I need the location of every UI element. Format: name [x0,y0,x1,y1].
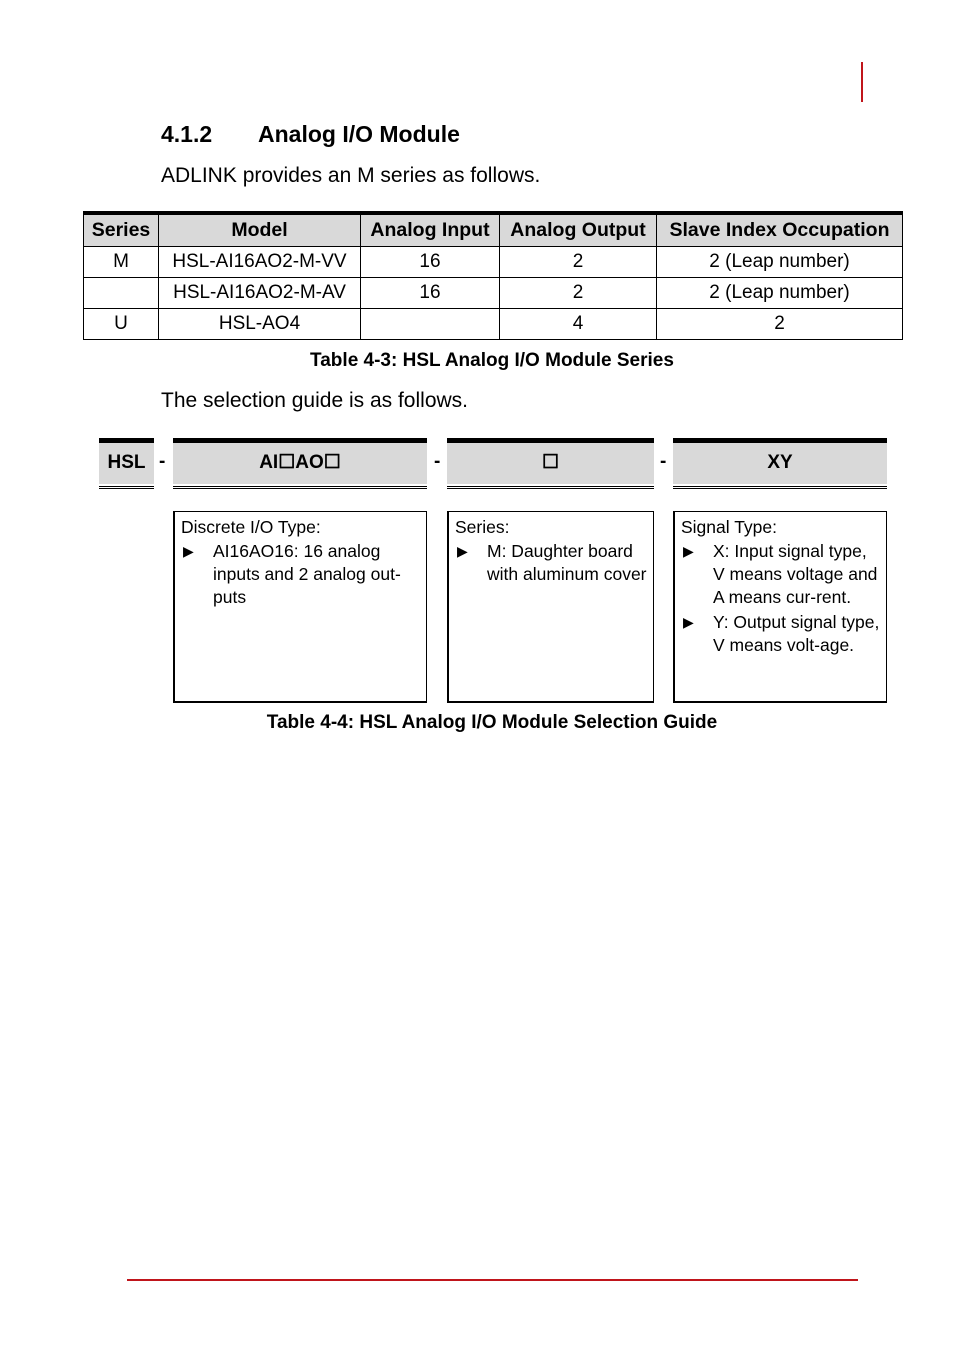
separator-dash: - [434,451,441,472]
guide-paragraph: The selection guide is as follows. [161,389,468,412]
desc-title: Signal Type: [681,517,777,537]
desc-title: Series: [455,517,510,537]
table-row [84,309,903,340]
cell-slave-index: 2 [657,309,903,340]
col-header-series: Series [84,213,159,247]
code-io-type: AI☐AO☐ [259,452,341,473]
bullet-arrow-icon: ▶ [183,543,194,559]
desc-bullet-text: X: Input signal type, V means voltage and A means cur-rent. [713,541,878,607]
desc-box-series [447,511,654,703]
intro-paragraph: ADLINK provides an M series as follows. [161,164,541,187]
desc-box-io-type [173,511,427,703]
section-title: Analog I/O Module [258,121,460,147]
desc-bullet [681,540,880,609]
col-header-analog-output: Analog Output [500,213,657,247]
desc-title: Discrete I/O Type: [181,517,321,537]
col-header-analog-input: Analog Input [361,213,500,247]
cell-analog-output: 2 [500,278,657,309]
code-signal: XY [767,452,793,473]
desc-bullet-text: M: Daughter board with aluminum cover [487,541,647,584]
code-box-signal [673,438,887,484]
cell-model: HSL-AI16AO2-M-AV [159,278,361,309]
desc-bullet-text: Y: Output signal type, V means volt-age. [713,612,880,655]
desc-bullet-text: AI16AO16: 16 analog inputs and 2 analog out-puts [213,541,401,607]
bullet-arrow-icon: ▶ [683,543,694,559]
desc-box-signal [673,511,887,703]
cell-analog-input: 16 [361,247,500,278]
cell-model: HSL-AO4 [159,309,361,340]
cell-model: HSL-AI16AO2-M-VV [159,247,361,278]
cell-analog-output: 4 [500,309,657,340]
cell-series [84,278,159,309]
desc-bullet [681,611,880,657]
code-box-io-type [173,438,427,484]
cell-slave-index: 2 (Leap number) [657,278,903,309]
col-header-model: Model [159,213,361,247]
bullet-arrow-icon: ▶ [683,614,694,630]
table-caption-series: Table 4-3: HSL Analog I/O Module Series [310,350,674,371]
cell-series: M [84,247,159,278]
page-corner-marker [861,62,863,102]
separator-dash: - [159,451,166,472]
col-header-slave-index: Slave Index Occupation [657,213,903,247]
cell-analog-output: 2 [500,247,657,278]
bullet-arrow-icon: ▶ [457,543,468,559]
table-row [84,247,903,278]
code-box-series [447,438,654,484]
cell-analog-input: 16 [361,278,500,309]
code-prefix: HSL [107,452,146,473]
desc-bullet [181,540,420,609]
separator-dash: - [660,451,667,472]
cell-slave-index: 2 (Leap number) [657,247,903,278]
series-table [83,211,903,340]
code-series: ☐ [541,452,560,473]
table-header-row [84,213,903,247]
footer-rule [127,1279,858,1281]
table-caption-guide: Table 4-4: HSL Analog I/O Module Selection Guide [266,712,718,733]
section-number: 4.1.2 [161,121,213,147]
section-heading [161,121,460,148]
code-box-prefix [99,438,154,484]
cell-analog-input [361,309,500,340]
table-row [84,278,903,309]
cell-series: U [84,309,159,340]
desc-bullet [455,540,647,586]
